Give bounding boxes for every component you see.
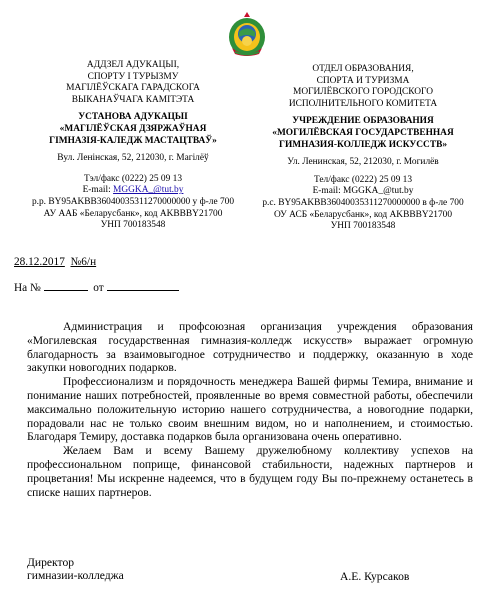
ot-blank-field [107, 280, 179, 291]
right-header-line: СПОРТА И ТУРИЗМА [316, 75, 410, 86]
na-blank-field [44, 280, 88, 291]
coat-of-arms-icon [226, 10, 268, 58]
left-unp: УНП 700183548 [100, 220, 166, 231]
left-header-line: АДДЗЕЛ АДУКАЦЫІ, [86, 60, 180, 70]
right-email: E-mail: MGGKA_@tut.by [312, 186, 414, 197]
right-address: Ул. Ленинская, 52, 212030, г. Могилёв [287, 157, 439, 168]
right-org-name: «МОГИЛЁВСКАЯ ГОСУДАРСТВЕННАЯ [272, 127, 454, 138]
signature-title-line1: Директор [27, 556, 75, 569]
left-header-line: ВЫКАНАЎЧАГА КАМІТЭТА [71, 94, 195, 105]
right-bank: ОУ АСБ «Беларусбанк», код AKBBBY21700 [273, 209, 453, 220]
body-paragraph: Администрация и профсоюзная организация учреждения образования «Могилевская государственная гимназия-колледж искусств» выражает огромную благодарность за взаимовыгодное сотрудничество и поддержку, оказанную в ходе закупки новогодних подарков. [27, 320, 473, 375]
left-header-line: МАГІЛЁЎСКАГА ГАРАДСКОГА [66, 83, 200, 94]
left-org-name: ГІМНАЗІЯ-КАЛЕДЖ МАСТАЦТВАЎ» [49, 135, 217, 146]
letter-date: 28.12.2017 [14, 256, 65, 268]
right-header-line: МОГИЛЁВСКОГО ГОРОДСКОГО [293, 87, 433, 98]
signature-title-line2: гимназии-колледжа [27, 569, 124, 583]
na-label: На № [14, 282, 41, 294]
left-email-link[interactable]: MGGKA_@tut.by [113, 185, 184, 196]
date-number-line [14, 255, 96, 269]
left-header-line: СПОРТУ І ТУРЫЗМУ [87, 71, 179, 82]
left-phone: Тэл/факс (0222) 25 09 13 [83, 173, 183, 184]
signature-title [27, 556, 124, 583]
letter-body [27, 320, 473, 499]
left-account: р.р. BY95AKBB36040035311270000000 у ф-ле 700 [31, 196, 235, 207]
right-header-line: ОТДЕЛ ОБРАЗОВАНИЯ, [312, 64, 414, 74]
signature-name: А.Е. Курсаков [340, 569, 410, 583]
left-org-name: «МАГІЛЁЎСКАЯ ДЗЯРЖАЎНАЯ [59, 123, 207, 134]
right-phone: Тел/факс (0222) 25 09 13 [313, 174, 413, 185]
left-bank: АУ ААБ «Беларусбанк», код AKBBBY21700 [43, 208, 223, 219]
body-paragraph: Профессионализм и порядочность менеджера Вашей фирмы Темира, внимание и понимание наших потребностей, проявленные во время совместной работы, обеспечили максимально положительную историю нашего сотрудничества, а новогодние подарки, порадовали нас не только своим внешним видом, но и наполнением, и стоимостью. Благодаря Темиру, доставка подарков была организована очень оперативно. [27, 375, 473, 444]
right-org-name: УЧРЕЖДЕНИЕ ОБРАЗОВАНИЯ [292, 116, 434, 127]
ot-label: от [93, 282, 104, 294]
right-org-name: ГИМНАЗИЯ-КОЛЛЕДЖ ИСКУССТВ» [278, 139, 448, 150]
left-letterhead [18, 60, 248, 232]
left-address: Вул. Ленінская, 52, 212030, г. Магілёў [57, 153, 209, 164]
right-letterhead [250, 64, 476, 233]
letter-number: №6/н [70, 256, 97, 268]
reference-line [14, 280, 179, 295]
right-account: р.с. BY95AKBB36040035311270000000 в ф-ле 700 [262, 197, 464, 208]
right-header-line: ИСПОЛНИТЕЛЬНОГО КОМИТЕТА [288, 98, 438, 109]
body-paragraph: Желаем Вам и всему Вашему дружелюбному коллективу успехов на профессиональном поприще, финансовой стабильности, надежных партнеров и процветания! Мы искренне надеемся, что в будущем году Вы по-прежнему останетесь в списке наших партнеров. [27, 444, 473, 499]
left-org-name: УСТАНОВА АДУКАЦЫІ [78, 112, 188, 123]
right-unp: УНП 700183548 [330, 221, 396, 232]
left-email-line: E-mail: MGGKA_@tut.by [82, 185, 184, 196]
